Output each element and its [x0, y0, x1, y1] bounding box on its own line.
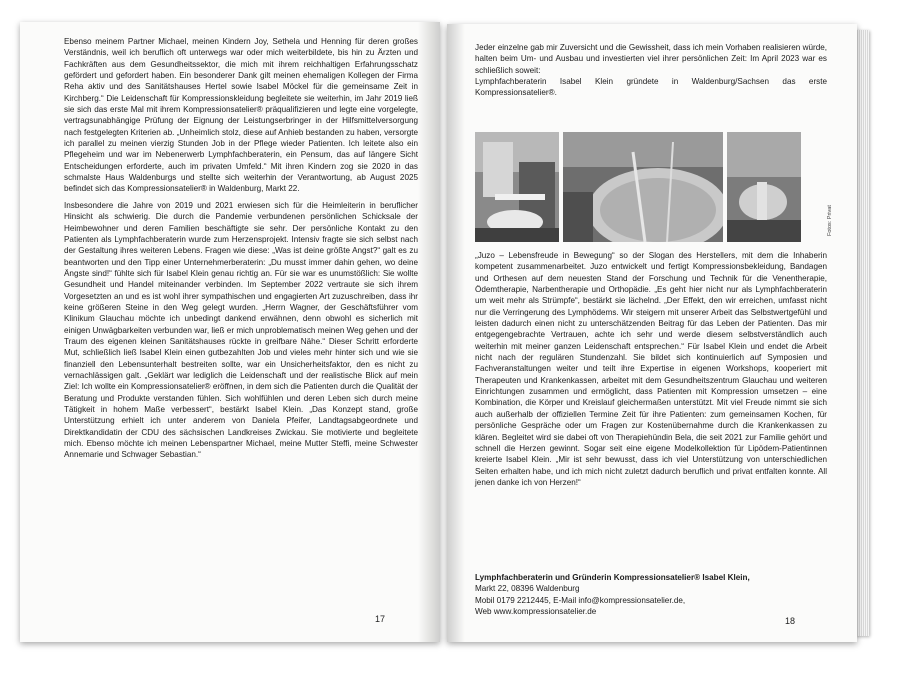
- photo-credit: Fotos: Privat: [827, 205, 833, 236]
- photo-strip: [475, 132, 827, 242]
- left-page-body: [64, 36, 418, 461]
- left-paragraph-2: Insbesondere die Jahre von 2019 und 2021 erwiesen sich für die Heimleiterin in beruflicher Hinsicht als schwierig. Die durch die Pandemie verbundenen persönlichen Schicksale der Heimbewohner und deren Familien beschäftigte sie sehr. Der persönliche Kontakt zu den Patienten als Lymphfachberaterin wurde zum Herzensprojekt. Intensiv fragte sie sich selbst nach der Gestaltung ihres weiteren Lebens. Fragen wie diese: „Was ist deine größte Angst?“ galt es zu beantworten und den Tipp einer Unternehmerberaterin: „Du musst immer dahin gehen, wo deine Ängste sind!“ fühlte sich für Isabel Klein genau richtig an. Für sie war es unumstößlich: Sie wollte Gesundheit und Handel miteinander verbinden. Im September 2022 vertraute sie sich ihrem Vorgesetzten an und es ist wohl ihrer sympathischen und engagierten Art zuzuschreiben, dass ihr keine größeren Steine in den Weg gelegt wurden. „Herrn Wagner, der Geschäftsführer vom Klinikum Glauchau möchte ich unbedingt dankend erwähnen, denn obwohl es sicherlich mit einigen Unwägbarkeiten verbunden war, ließ er mich unproblematisch meinen Weg gehen und der Traum des eigenen kleinen Sanitätshauses rückte in greifbare Nähe.“ Dieser Schritt erforderte Mut, schließlich ließ Isabel Klein einen gutbezahlten Job und vieles mehr hinter sich und wie sie finanziell den Lebensunterhalt bestreiten sollte, war ein Unsicherheitsfaktor, den es nicht zu vernachlässigen galt. „Geklärt war lediglich die Leidenschaft und der realistische Blick auf mein Ziel: Ich wollte ein Kompressionsatelier® eröffnen, in dem sich die Patienten durch die Qualität der Beratung und Produkte verstanden fühlen. Sich wohlfühlen und deren Leben sich durch meine Tätigkeit in hohem Maße verbessert“, bestärkt Isabel Klein. „Das Konzept stand, große Unterstützung erhielt ich unter anderem von Daniela Pfeifer, Landtagsabgeordnete und Direktkandidatin der CDU des sächsischen Landkreises Zwickau. Sie motivierte und begleitete mich. Ebenso möchte ich meinen Lebenspartner Michael, meine Mutter Steffi, meine Schwester Annemarie und Schwager Sebastian.“: [64, 200, 418, 460]
- photo-compression-fitting: [563, 132, 723, 242]
- right-page-intro: [475, 42, 827, 99]
- right-intro-paragraph-2: Lymphfachberaterin Isabel Klein gründete in Waldenburg/Sachsen das erste Kompressionsatelier®.: [475, 77, 827, 98]
- right-main-paragraph: „Juzo – Lebensfreude in Bewegung“ so der Slogan des Herstellers, mit dem die Inhaberin kompetent zusammenarbeitet. Juzo entwickelt und fertigt Kompressionsbekleidung, Bandagen und Orthesen auf dem neuesten Stand der Forschung und Technik für die Venentherapie, Ödemtherapie, Narbentherapie und Orthopädie. „Es geht hier nicht nur als Lymphfachberaterin um weit mehr als Strümpfe“, bestärkt sie lächelnd. „Der Effekt, den wir erreichen, umfasst nicht nur die Verringerung des Lymphödems. Wir steigern mit unserer Arbeit das Selbstwertgefühl und leisten dadurch einen nicht zu unterschätzenden Beitrag für das Leben der Patienten. Das mir entgegengebrachte Vertrauen, achte ich sehr und werde diesem selbstverständlich auch weiterhin mit meiner ganzen Leidenschaft entsprechen.“ Für Isabel Klein und endet die Arbeit nicht nach der regulären Stundenzahl. Sie bildet sich kontinuierlich auf Symposien und Fachveranstaltungen weiter und teilt ihre Expertise in eigenen Workshops, kooperiert mit Therapeuten und Krankenkassen, arbeitet mit dem Gesundheitszentrum Glauchau und weiteren Einrichtungen zusammen und ermöglicht, dass Patienten mit Kompression umsetzen – eine Kombination, die Körper und Kreislauf gleichermaßen unterstützt. Mit viel Freude nimmt sie sich auch außerhalb der offiziellen Termine Zeit für ihre Patienten: zum gemeinsamen Kochen, für persönliche Gespräche oder um Fragen zur Kostenübernahme durch die Krankenkassen zu klären. Begleitet wird sie dabei oft von Therapiehündin Bela, die seit 2021 zur Familie gehört und schnell die Herzen gewinnt. Sogar seit eine eigene Modelkollektion für Lipödem-Patientinnen kreierte Isabel Klein. „Mir ist sehr bewusst, dass ich viel Unterstützung von unterschiedlichen Seiten erhalten habe, und ich mich nicht zuletzt dadurch beruflich und privat entfalten konnte. All jenen danke ich von Herzen!“: [475, 251, 827, 487]
- right-page: [447, 24, 857, 642]
- right-intro-paragraph-1: Jeder einzelne gab mir Zuversicht und die Gewissheit, dass ich mein Vorhaben realisieren würde, halten beim Um- und Ausbau und investierten viel ihrer persönlichen Zeit: Im April 2023 war es schließlich soweit:: [475, 43, 827, 75]
- page-number-left: 17: [375, 614, 386, 624]
- page-number-right: 18: [785, 616, 796, 626]
- page-edges: [855, 30, 869, 636]
- photo-hands-measuring: [727, 132, 801, 242]
- photo-measuring-leg: [475, 132, 559, 242]
- left-page: [20, 22, 440, 642]
- left-paragraph-1: Ebenso meinem Partner Michael, meinen Kindern Joy, Sethela und Henning für deren großes Verständnis, weil ich beruflich oft unterwegs war oder mich weiterbildete, bis hin zu Ärzten und Fachkräften aus dem Gesundheitssektor, die mich mit ihrem reichhaltigen Erfahrungsschatz gefördert und gefordert haben. Ein besonderer Dank gilt meinen ehemaligen Kollegen der Firma Reha aktiv und des Sanitätshauses Hertel sowie Isabel Möckel für die gemeinsame Zeit in Kirchberg.“ Die Leidenschaft für Kompressionskleidung begleitete sie weiterhin, im Jahr 2019 ließ sie sich das erste Mal mit ihrem Kompressionsatelier® präqualifizieren und legte eine vorgelegte, vertragsunabhängige Prüfung der Eignung der Leistungserbringer in der Hilfsmittelversorgung nach festgelegten Kriterien ab. „Unheimlich stolz, diese auf Anhieb bestanden zu haben, versorgte ich parallel zu meinen vierzig Stunden Job in der Pflege wieder Patienten. Ich leitete also ein Pflegeheim und war im Nebenerwerb Lymphfachberaterin, ein Pensum, das auf längere Sicht Entscheidungen erforderte, auch im privaten Umfeld.“ Mit ihren Kindern zog sie 2020 in das schmalste Haus Waldenburgs und stellte sich weiterhin der Verantwortung, ab August 2025 befindet sich das Kompressionsatelier® in Waldenburg, Markt 22.: [64, 37, 418, 194]
- contact-address: Markt 22, 08396 Waldenburg: [475, 584, 580, 594]
- right-page-body: [475, 250, 827, 488]
- contact-block: [475, 572, 827, 617]
- contact-phone-email: Mobil 0179 2212445, E-Mail info@kompressionsatelier.de,: [475, 595, 686, 605]
- contact-web: Web www.kompressionsatelier.de: [475, 607, 597, 617]
- contact-heading: Lymphfachberaterin und Gründerin Kompressionsatelier® Isabel Klein,: [475, 573, 750, 582]
